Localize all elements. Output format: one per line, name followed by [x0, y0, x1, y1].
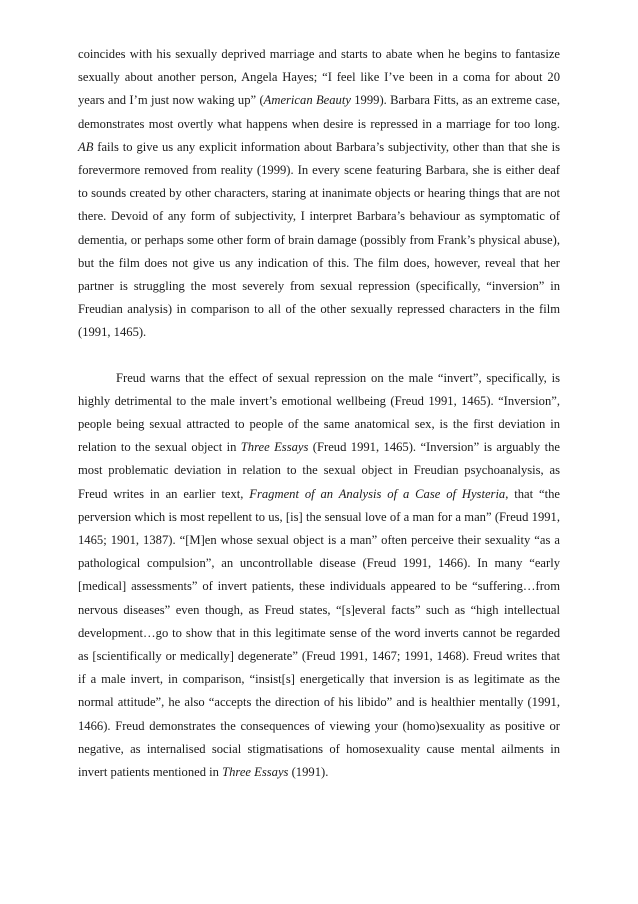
body-text: [78, 43, 560, 784]
book-title-italic-2: Three Essays: [222, 765, 289, 780]
paragraph-2-text-2: (Freud 1991, 1465). “Inversion” is arguably the most problematic deviation in relation to the sexual object in Freudian psychoanalysis, as Freud writes in an earlier text,: [78, 440, 561, 501]
paragraph-2-text-3: , that “the perversion which is most repellent to us, [is] the sensual love of a man for a man” (Freud 1991, 1465; 1901, 1387). “[M]en whose sexual object is a man” often perceive their sexuality “as a pathological compulsion”, an uncontrollable disease (Freud 1991, 1466). In many “early [medical] assessments” of invert patients, these individuals appeared to be “suffering…from nervous diseases” even though, as Freud states, “[s]everal facts” such as “high intellectual development…go to show that in this legitimate sense of the word inverts cannot be regarded as [scientifically or medically] degenerate” (Freud 1991, 1467; 1991, 1468). Freud writes that if a male invert, in comparison, “insist[s] energetically that inversion is as legitimate as the normal attitude”, he also “accepts the direction of his libido” and is healthier mentally (1991, 1466). Freud demonstrates the consequences of viewing your (homo)sexuality as positive or negative, as internalised social stigmatisations of homosexuality cause mental ailments in invert patients mentioned in: [78, 486, 560, 780]
text-title-italic: Fragment of an Analysis of a Case of Hysteria: [249, 486, 506, 501]
paragraph-1-text-1: coincides with his sexually deprived marriage and starts to abate when he begins to fantasize sexually about another person, Angela Hayes; “I feel like I’ve been in a coma for about 20 years and I’m just now waking up” (: [78, 47, 560, 108]
paragraph-1-text-2: 1999). Barbara Fitts, as an extreme case, demonstrates most overtly what happens when desire is repressed in a marriage for too long.: [78, 93, 560, 131]
film-abbrev-italic: AB: [78, 139, 94, 154]
paragraph-2-text-1: Freud warns that the effect of sexual repression on the male “invert”, specifically, is highly detrimental to the male invert’s emotional wellbeing (Freud 1991, 1465). “Inversion”, people being sexual attracted to people of the same anatomical sex, is the first deviation in relation to the sexual object in: [78, 370, 560, 455]
paragraph-1-text-3: fails to give us any explicit information about Barbara’s subjectivity, other than that she is forevermore removed from reality (1999). In every scene featuring Barbara, she is either deaf to sounds created by other characters, staring at inanimate objects or hearing things that are not there. Devoid of any form of subjectivity, I interpret Barbara’s behaviour as symptomatic of dementia, or perhaps some other form of brain damage (possibly from Frank’s physical abuse), but the film does not give us any indication of this. The film does, however, reveal that her partner is struggling the most severely from sexual repression (specifically, “inversion” in Freudian analysis) in comparison to all of the other sexually repressed characters in the film (1991, 1465).: [78, 139, 560, 340]
paragraph-1: [78, 43, 560, 345]
paragraph-2: [78, 367, 560, 785]
paragraph-2-text-4: (1991).: [288, 765, 329, 780]
film-title-italic: American Beauty: [263, 93, 351, 108]
book-title-italic: Three Essays: [240, 440, 309, 455]
